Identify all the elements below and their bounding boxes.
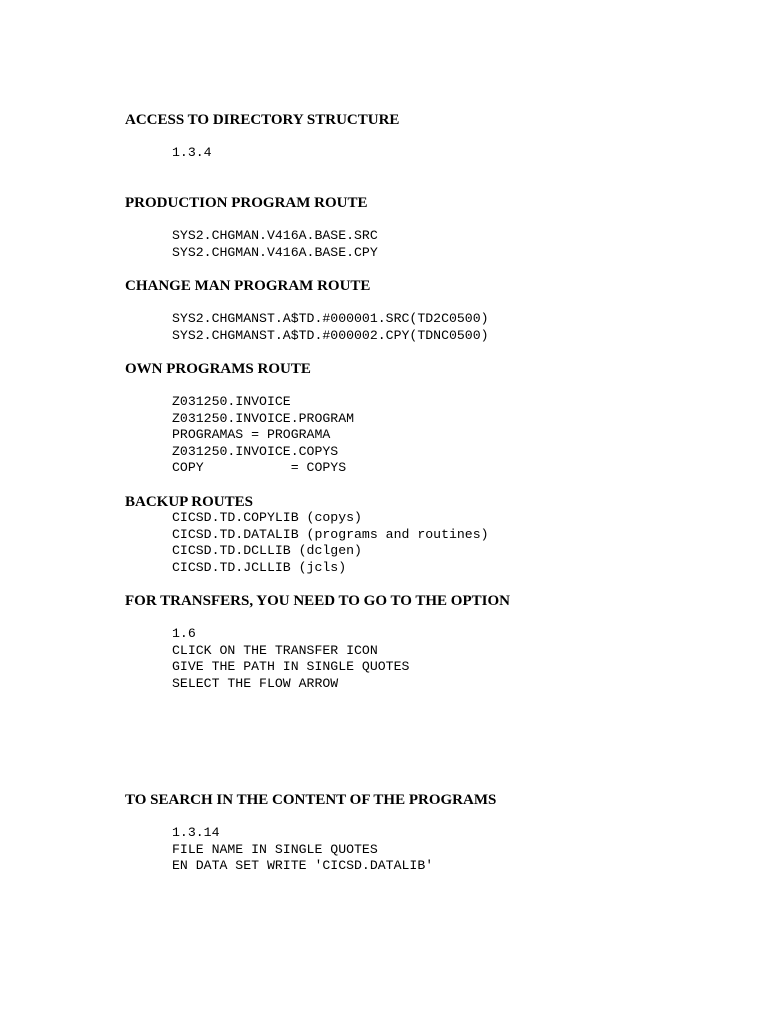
- code-line: COPY = COPYS: [172, 460, 347, 476]
- code-line: Z031250.INVOICE: [172, 394, 291, 409]
- section-heading-directory-structure: ACCESS TO DIRECTORY STRUCTURE: [125, 112, 400, 128]
- section-body-backup-routes: [172, 510, 489, 576]
- code-line: FILE NAME IN SINGLE QUOTES: [172, 841, 378, 857]
- section-body-change-man-program-route: [172, 311, 489, 344]
- code-line: SYS2.CHGMANST.A$TD.#000001.SRC(TD2C0500): [172, 311, 489, 326]
- section-body-transfers: [172, 626, 409, 692]
- section-heading-own-programs-route: OWN PROGRAMS ROUTE: [125, 361, 311, 377]
- code-line: SELECT THE FLOW ARROW: [172, 675, 339, 691]
- section-heading-change-man-program-route: CHANGE MAN PROGRAM ROUTE: [125, 278, 371, 294]
- section-heading-search-programs: TO SEARCH IN THE CONTENT OF THE PROGRAMS: [125, 792, 497, 808]
- code-line: CLICK ON THE TRANSFER ICON: [172, 642, 378, 658]
- section-heading-backup-routes: BACKUP ROUTES: [125, 494, 253, 510]
- section-heading-production-program-route: PRODUCTION PROGRAM ROUTE: [125, 195, 368, 211]
- section-body-directory-structure: [172, 145, 212, 162]
- code-line: CICSD.TD.JCLLIB (jcls): [172, 559, 347, 575]
- code-line: Z031250.INVOICE.COPYS: [172, 443, 339, 459]
- section-body-own-programs-route: [172, 394, 354, 477]
- code-line: 1.3.4: [172, 145, 212, 160]
- code-line: SYS2.CHGMANST.A$TD.#000002.CPY(TDNC0500): [172, 327, 489, 343]
- code-line: CICSD.TD.DCLLIB (dclgen): [172, 543, 362, 559]
- code-line: PROGRAMAS = PROGRAMA: [172, 427, 331, 443]
- section-body-production-program-route: [172, 228, 378, 261]
- code-line: SYS2.CHGMAN.V416A.BASE.SRC: [172, 228, 378, 243]
- code-line: 1.6: [172, 626, 196, 641]
- section-body-search-programs: [172, 825, 433, 875]
- code-line: SYS2.CHGMAN.V416A.BASE.CPY: [172, 244, 378, 260]
- code-line: EN DATA SET WRITE 'CICSD.DATALIB': [172, 858, 434, 874]
- section-heading-transfers: FOR TRANSFERS, YOU NEED TO GO TO THE OPTION: [125, 593, 510, 609]
- code-line: 1.3.14: [172, 825, 220, 840]
- code-line: Z031250.INVOICE.PROGRAM: [172, 410, 355, 426]
- code-line: CICSD.TD.COPYLIB (copys): [172, 510, 362, 525]
- code-line: CICSD.TD.DATALIB (programs and routines): [172, 526, 489, 542]
- code-line: GIVE THE PATH IN SINGLE QUOTES: [172, 659, 410, 675]
